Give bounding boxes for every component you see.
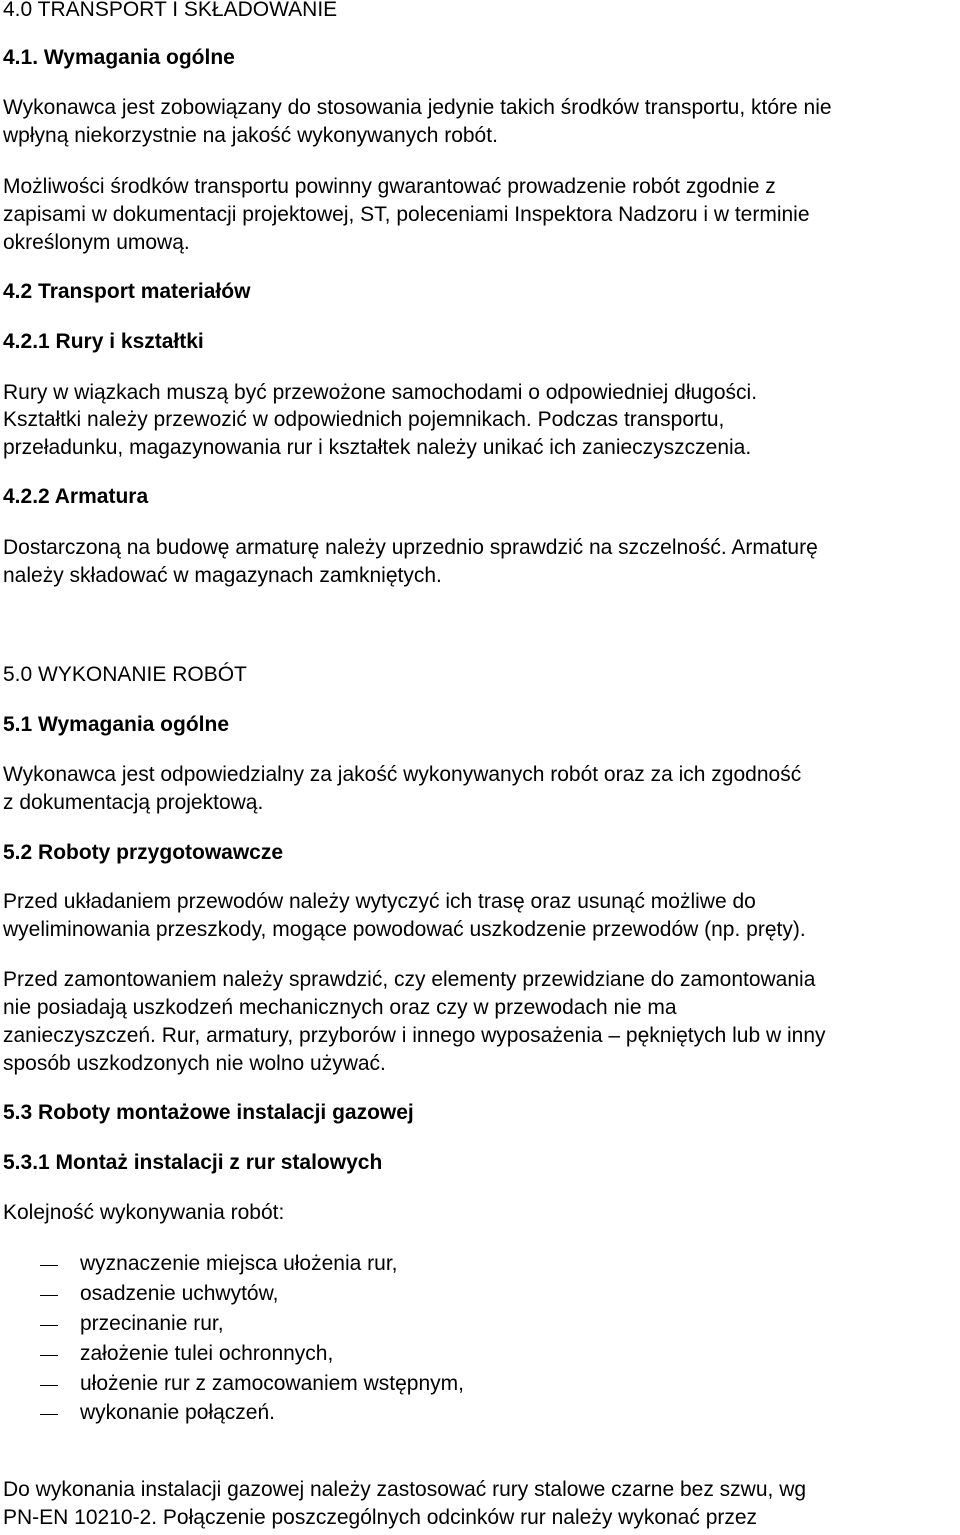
list-item-text: ułożenie rur z zamocowaniem wstępnym, [80,1372,464,1395]
dash-bullet-icon [40,1414,58,1415]
list-item-text: założenie tulei ochronnych, [80,1342,334,1365]
paragraph-line: PN-EN 10210-2. Połączenie poszczególnych odcinków rur należy wykonać przez [3,1506,758,1529]
section-heading-5-3-1: 5.3.1 Montaż instalacji z rur stalowych [3,1151,383,1174]
paragraph-line: należy składować w magazynach zamkniętych. [3,564,442,587]
list-item-text: wyznaczenie miejsca ułożenia rur, [80,1252,398,1275]
list-item-text: osadzenie uchwytów, [80,1282,279,1305]
paragraph-line: nie posiadają uszkodzeń mechanicznych oraz czy w przewodach nie ma [3,996,677,1019]
paragraph-line: Wykonawca jest zobowiązany do stosowania jedynie takich środków transportu, które nie [3,96,832,119]
section-heading-5-2: 5.2 Roboty przygotowawcze [3,841,284,864]
section-heading-4-1: 4.1. Wymagania ogólne [3,46,235,69]
paragraph-line: wpłyną niekorzystnie na jakość wykonywanych robót. [3,124,498,147]
paragraph-line: Kształtki należy przewozić w odpowiednich pojemnikach. Podczas transportu, [3,408,725,431]
dash-bullet-icon [40,1295,58,1296]
paragraph-line: Możliwości środków transportu powinny gwarantować prowadzenie robót zgodnie z [3,175,776,198]
list-item-text: wykonanie połączeń. [80,1401,275,1424]
paragraph-line: Przed zamontowaniem należy sprawdzić, czy elementy przewidziane do zamontowania [3,968,816,991]
section-heading-5-3: 5.3 Roboty montażowe instalacji gazowej [3,1101,414,1124]
section-heading-5-1: 5.1 Wymagania ogólne [3,713,230,736]
paragraph-line: wyeliminowania przeszkody, mogące powodować uszkodzenie przewodów (np. pręty). [3,918,806,941]
paragraph-line: sposób uszkodzonych nie wolno używać. [3,1052,386,1075]
dash-bullet-icon [40,1325,58,1326]
dash-bullet-icon [40,1355,58,1356]
paragraph-line: zapisami w dokumentacji projektowej, ST, poleceniami Inspektora Nadzoru i w terminie [3,203,810,226]
paragraph-line: przeładunku, magazynowania rur i kształtek należy unikać ich zanieczyszczenia. [3,436,752,459]
section-heading-5-0: 5.0 WYKONANIE ROBÓT [3,663,247,686]
dash-bullet-icon [40,1265,58,1266]
section-heading-4-0: 4.0 TRANSPORT I SKŁADOWANIE [3,0,338,21]
paragraph-line: Wykonawca jest odpowiedzialny za jakość wykonywanych robót oraz za ich zgodność [3,763,802,786]
paragraph-line: określonym umową. [3,231,190,254]
paragraph-line: Do wykonania instalacji gazowej należy zastosować rury stalowe czarne bez szwu, wg [3,1478,807,1501]
paragraph-line: Przed układaniem przewodów należy wytyczyć ich trasę oraz usunąć możliwe do [3,890,756,913]
section-heading-4-2: 4.2 Transport materiałów [3,280,251,303]
paragraph-line: Rury w wiązkach muszą być przewożone samochodami o odpowiedniej długości. [3,381,758,404]
paragraph-line: zanieczyszczeń. Rur, armatury, przyborów i innego wyposażenia – pękniętych lub w inny [3,1024,826,1047]
dash-bullet-icon [40,1385,58,1386]
list-item-text: przecinanie rur, [80,1312,224,1335]
paragraph-line: Kolejność wykonywania robót: [3,1201,285,1224]
paragraph-line: z dokumentacją projektową. [3,791,264,814]
section-heading-4-2-1: 4.2.1 Rury i kształtki [3,330,204,353]
section-heading-4-2-2: 4.2.2 Armatura [3,485,149,508]
paragraph-line: Dostarczoną na budowę armaturę należy uprzednio sprawdzić na szczelność. Armaturę [3,536,818,559]
